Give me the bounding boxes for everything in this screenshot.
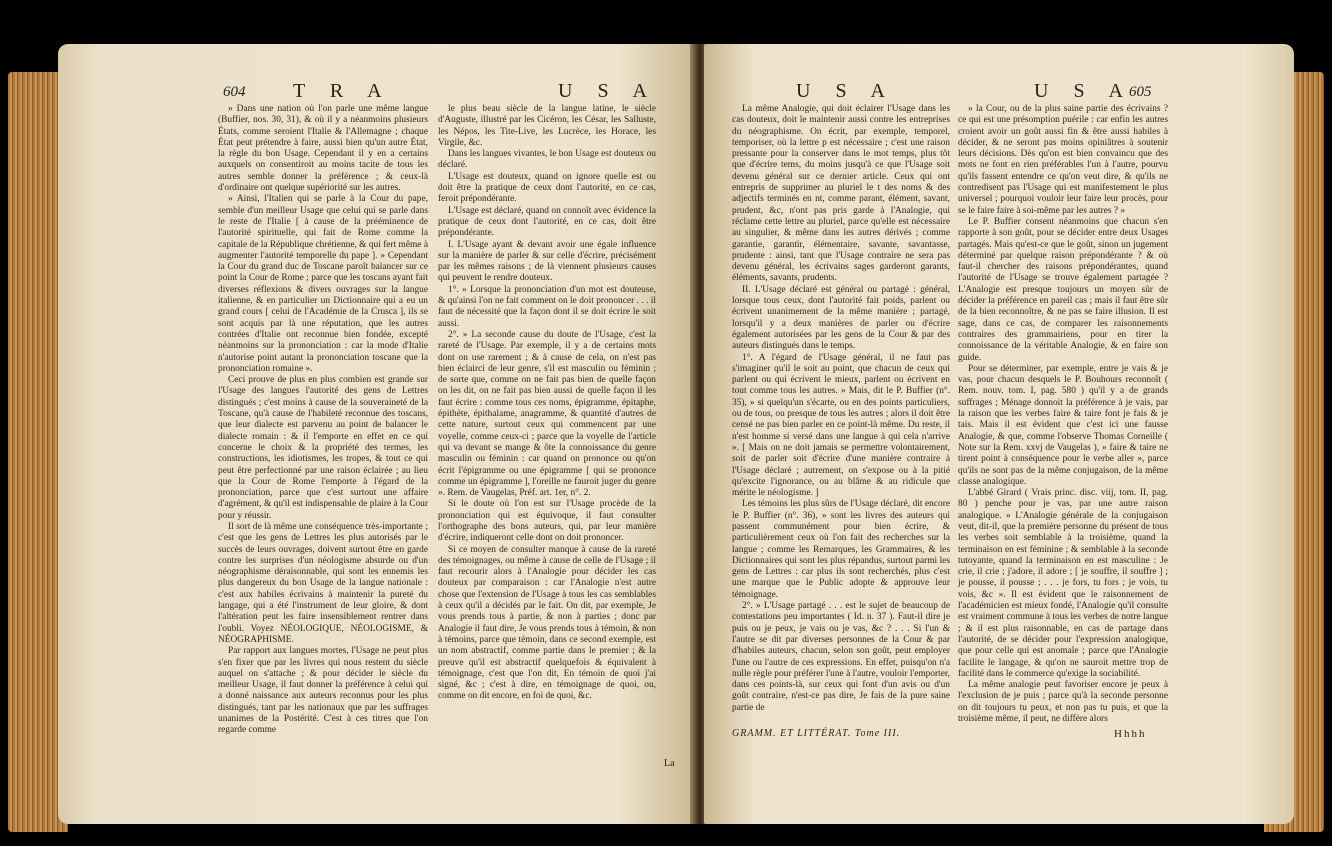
paragraph: Si le doute où l'on est sur l'Usage procède de la prononciation qui est équivoque, il faut consulter l'orthographe des bons auteurs, qui, par leur manière d'écrire, indiqueront celle dont on doit prononcer. <box>438 499 656 544</box>
paragraph: Ceci prouve de plus en plus combien est grande sur l'Usage des langues l'autorité des gens de Lettres distingués ; c'est moins à cause de la souveraineté de la Toscane, qu'à cause de l'habileté reconnue des toscans, que leur dialecte est parvenu au point de balancer le dialecte romain : & il l'emporte en effet en ce qui concerne le choix & la propriété des termes, les constructions, les idiotismes, les tropes, & tout ce qui peut être perfectionné par une raison éclairée ; au lieu que la Cour de Rome l'emporte à l'égard de la prononciation, parce que c'est surtout une affaire d'agrément, & qu'il est indispensable de plaire à la Cour pour y réussir. <box>218 375 428 521</box>
right-page <box>704 44 1294 824</box>
running-head-left: T R A <box>293 80 392 102</box>
paragraph: » Dans une nation où l'on parle une même langue (Buffier, nos. 30, 31), & où il y a néanmoins plusieurs États, comme seroient l'Italie & l'Allemagne ; chaque État peut prétendre à faire, aussi bien qu'un autre État, la règle du bon Usage. Cependant il y en a certains auxquels on consentiroit au moins tacite de tous les autres semble donner la préférence ; & ceux-là d'ordinaire ont quelque supériorité sur les autres. <box>218 104 428 194</box>
running-head-left-2: U S A <box>558 80 657 102</box>
left-page <box>58 44 698 824</box>
paragraph: 1°. A l'égard de l'Usage général, il ne faut pas s'imaginer qu'il le soit au point, que chacun de ceux qui parlent ou qui écrivent le mieux, parlent ou écrivent en tout comme tous les autres. » Mais, dit le P. Buffier (n°. 35), » si quelqu'un s'écarte, ou en des points particuliers, ou de tous, ou presque de tous les autres ; alors il doit être censé ne pas bien parler en ce point-là même. Du reste, il n'est homme si versé dans une langue à qui cela n'arrive ». [ Mais on ne doit jamais se permettre volontairement, soit de parler soit d'écrire d'une manière contraire à l'Usage déclaré ; autrement, on s'expose ou à la pitié qu'excite l'ignorance, ou au blâme & au ridicule que mérite le néologisme. ] <box>732 352 950 499</box>
running-head-right: U S A <box>796 80 895 102</box>
paragraph: L'abbé Girard ( Vrais princ. disc. viij, tom. II, pag. 80 ) penche pour je vas, par une autre raison analogique. » L'Analogie générale de la conjugaison veut, dit-il, que la première personne du présent de tous les verbes soit semblable à la troisième, quand la terminaison en est féminine ; & semblable à la seconde tutoyante, quand la terminaison en est masculine : Je crie, il crie ; j'adore, il adore ; [ je souffre, il souffre ] ; je pousse, il pousse ; . . . je fors, tu fors ; je vois, tu vois, &c ». Il est évident que le raisonnement de l'académicien est mieux fondé, l'Analogie qu'il consulte est vraiment commune à tous les verbes de notre langue ; & il est plus raisonnable, en cas de partage dans l'autorité, de se décider pour l'expression analogique, que pour celle qui est anomale ; parce que l'Analogie facilite le langage, & qu'on ne sauroit mettre trop de facilité dans le commerce qu'exige la sociabilité. <box>958 488 1168 679</box>
paragraph: Le P. Buffier consent néanmoins que chacun s'en rapporte à son goût, pour se décider entre deux Usages partagés. Mais qu'est-ce que le goût, sinon un jugement déterminé par quelque raison prépondérante ? & où faut-il chercher des raisons prépondérantes, quand l'autorité de l'Usage se trouve également partagée ? L'Analogie est presque toujours un moyen sûr de décider la préférence en pareil cas ; mais il faut être sûr de la bien reconnoître, & ne pas se faire illusion. Il est sage, dans ce cas, de comparer les raisonnements contraires des grammairiens, pour en tirer la connoissance de la véritable Analogie, & en faire son guide. <box>958 216 1168 363</box>
paragraph: Dans les langues vivantes, le bon Usage est douteux ou déclaré. <box>438 149 656 171</box>
left-column-2 <box>438 104 656 703</box>
footer-title: GRAMM. ET LITTÉRAT. Tome III. <box>732 728 901 739</box>
paragraph: Les témoins les plus sûrs de l'Usage déclaré, dit encore le P. Buffier (n°. 36), » sont les livres des auteurs qui passent communément pour bien écrire, & particulièrement ceux où l'on fait des recherches sur la langue ; comme les Remarques, les Grammaires, & les Dictionnaires qui sont les plus répandus, surtout parmi les gens de Lettres : car plus ils sont recherchés, plus c'est une marque que le Public adopte & approuve leur témoignage. <box>732 499 950 600</box>
paragraph: » la Cour, ou de la plus saine partie des écrivains ? ce qui est une présomption puérile : car enfin les autres croient avoir un goût aussi fin & être aussi habiles à décider, & ne seront pas moins opiniâtres à soutenir leurs décisions. Dès qu'on est bien convaincu que des mots ne font en rien préférables l'un à l'autre, pourvu qu'ils fassent entendre ce qu'on veut dire, & qu'ils ne contredisent pas l'Usage qui est manifestement le plus universel ; pourquoi vouloir leur faire leur procès, pour se le faire faire à soi-même par les autres ? » <box>958 104 1168 216</box>
paragraph: » Ainsi, l'Italien qui se parle à la Cour du pape, semble d'un meilleur Usage que celui qui se parle dans le reste de l'Italie [ à cause de la prééminence de l'autorité spirituelle, qui fait de Rome comme la capitale de la République chrétienne, & qui fert même à augmenter l'autorité temporelle du pape ]. » Cependant la Cour du grand duc de Toscane paroît balancer sur ce point la Cour de Rome ; parce que les toscans ayant fait diverses réflexions & divers ouvrages sur la langue italienne, & en particulier un Dictionnaire qui a eu un grand cours [ celui de l'Académie de la Crusca ], ils se sont acquis par là une réputation, que les autres contrées d'Italie ont reconnue bien fondée, excepté néanmoins sur la prononciation : car la mode d'Italie n'autorise point autant la prononciation toscane que la prononciation romaine ». <box>218 194 428 374</box>
left-column-1 <box>218 104 428 737</box>
page-number-right: 605 <box>1129 84 1152 100</box>
paragraph: Par rapport aux langues mortes, l'Usage ne peut plus s'en fixer que par les livres qui nous restent du siècle auquel on s'attache ; & pour décider le siècle du meilleur Usage, il faut donner la préférence à celui qui a donné naissance aux auteurs reconnus pour les plus distingués, tant par les nationaux que par les suffrages unanimes de la Postérité. C'est à ces titres que l'on regarde comme <box>218 646 428 736</box>
paragraph: Pour se déterminer, par exemple, entre je vais & je vas, pour chacun desquels le P. Bouhours reconnoît ( Rem. nouv. tom. I, pag. 580 ) qu'il y a de grands suffrages ; Ménage donnoit la préférence à je vais, par la raison que les verbes faire & taire font je fais & je tais. Mais il est évident que c'est ici une fausse Analogie, & que, comme l'observe Thomas Corneille ( Note sur la Rem. xxvj de Vaugelas ), » faire & taire ne tirent point à conséquence pour le verbe aller », parce qu'ils ne sont pas de la même conjugaison, de la même classe analogique. <box>958 363 1168 487</box>
right-column-1 <box>732 104 950 714</box>
paragraph: La même analogie peut favoriser encore je peux à l'exclusion de je puis ; parce qu'à la seconde personne on dit toujours tu peux, et non pas tu puis, et que la troisième même, il peut, ne diffère alors <box>958 680 1168 725</box>
paragraph: II. L'Usage déclaré est général ou partagé : général, lorsque tous ceux, dont l'autorité fait poids, parlent ou écrivent unanimement de la même manière ; partagé, lorsqu'il y a deux manières de parler ou d'écrire également autorisées par les gens de la Cour & par des auteurs distingués dans le temps. <box>732 284 950 352</box>
paragraph: Il sort de là même une conséquence très-importante ; c'est que les gens de Lettres les plus autorisés par le succès de leurs ouvrages, doivent surtout être en garde contre les surprises d'un néologisme absurde ou d'un néographisme déraisonnable, qui sont les ennemis les plus dangereux du bon Usage de la langue nationale : c'est aux habiles écrivains à maintenir la pureté du langage, qui a été l'instrument de leur gloire, & dont l'altération peut les faire insensiblement rentrer dans l'oubli. Voyez NÉOLOGIQUE, NÉOLOGISME, & NÉOGRAPHISME. <box>218 521 428 645</box>
paragraph: le plus beau siècle de la langue latine, le siècle d'Auguste, illustré par les Cicéron, les César, les Salluste, les Népos, les Tite-Live, les Lucrèce, les Horace, les Virgile, &c. <box>438 104 656 148</box>
signature-mark: Hhhh <box>1114 728 1147 740</box>
running-head-right-2: U S A <box>1034 80 1133 102</box>
paragraph: Si ce moyen de consulter manque à cause de la rareté des témoignages, ou même à cause de celle de l'Usage ; il faut recourir alors à l'Analogie pour décider les cas douteux par comparaison : car l'Analogie n'est autre chose que l'extension de l'Usage à tous les cas semblables à ceux qu'il a décidés par le fait. On dit, par exemple, Je vous prends tous à partie, & non à parties ; donc par Analogie il faut dire, Je vous prends tous à témoin, & non à témoins, parce que témoin, dans ce second exemple, est un nom abstractif, comme partie dans le premier ; & la preuve qu'il est abstractif quelquefois & équivalent à témoignage, c'est que l'on dit, En témoin de quoi j'ai signé, &c ; c'est à dire, en témoignage de quoi, ou, comme on dit encore, en foi de quoi, &c. <box>438 544 656 702</box>
paragraph: L'Usage est déclaré, quand on connoît avec évidence la pratique de ceux dont l'autorité, en ce cas, doit être prépondérante. <box>438 205 656 239</box>
paragraph: 2°. » L'Usage partagé . . . est le sujet de beaucoup de contestations peu importantes ( Id. n. 37 ). Faut-il dire je puis ou je peux, je vais ou je vas, &c ? . . . Si l'un & l'autre se dit par diverses personnes de la Cour & par d'habiles auteurs, chacun, selon son goût, peut employer l'une ou l'autre de ces expressions. En effet, puisqu'on n'a nulle règle pour préférer l'une à l'autre, vouloir l'emporter, dans ces points-là, sur ceux qui font d'un avis ou d'un goût contraire, n'est-ce pas dire, Je fais de la pure saine partie de <box>732 601 950 713</box>
paragraph: L'Usage est douteux, quand on ignore quelle est ou doit être la pratique de ceux dont l'autorité, en ce cas, feroit prépondérante. <box>438 171 656 205</box>
page-number-left: 604 <box>223 84 246 100</box>
paragraph: 2°. » La seconde cause du doute de l'Usage, c'est la rareté de l'Usage. Par exemple, il y a de certains mots dont on use rarement ; & à cause de cela, on n'est pas bien éclairci de leur genre, s'il est masculin ou féminin ; de sorte que, comme on ne fait pas bien de quelle façon on les dit, on ne fait pas bien aussi de quelle façon il les faut écrire : comme tous ces noms, épigramme, épitaphe, épithète, épithalame, anagramme, & quantité d'autres de cette nature, surtout ceux qui commencent par une voyelle, comme ceux-ci ; parce que la voyelle de l'article qui va devant se mange & ôte la connoissance du genre masculin ou féminin : car quand on prononce ou qu'on écrit l'épigramme ou une épigramme [ qui se prononce comme un épigramme ], l'oreille ne fauroit juger du genre ». Rem. de Vaugelas, Préf. art. 1er, n°. 2. <box>438 329 656 499</box>
paragraph: La même Analogie, qui doit éclairer l'Usage dans les cas douteux, doit le maintenir aussi contre les entreprises du néographisme. On écrit, par exemple, temporel, temporiser, où la lettre p est nécessaire ; c'est une raison pressante pour la conserver dans le mot temps, plus tôt que d'écrire tems, du moins jusqu'à ce que l'Usage soit devenu général sur ce dernier article. Ceux qui ont entrepris de supprimer au pluriel le t des noms & des adjectifs terminés en nt, comme parant, élément, savant, prudent, &c, n'ont pas pris garde à l'Analogie, qui réclame cette lettre au pluriel, parce qu'elle est nécessaire au singulier, & même dans les autres dérivés ; comme garantie, garantir, élémentaire, savante, savantasse, prudente : ainsi, tant que l'Usage contraire ne sera pas devenu général, les écrivains sages garderont garants, éléments, savants, prudents. <box>732 104 950 284</box>
right-column-2 <box>958 104 1168 725</box>
catchword: La <box>664 758 675 769</box>
paragraph: 1°. » Lorsque la prononciation d'un mot est douteuse, & qu'ainsi l'on ne fait comment on le doit prononcer . . . il faut de nécessité que la façon dont il se doit écrire le soit aussi. <box>438 284 656 329</box>
paragraph: I. L'Usage ayant & devant avoir une égale influence sur la manière de parler & sur celle d'écrire, précisément par les mêmes raisons ; de là viennent plusieurs causes qui peuvent le rendre douteux. <box>438 239 656 284</box>
